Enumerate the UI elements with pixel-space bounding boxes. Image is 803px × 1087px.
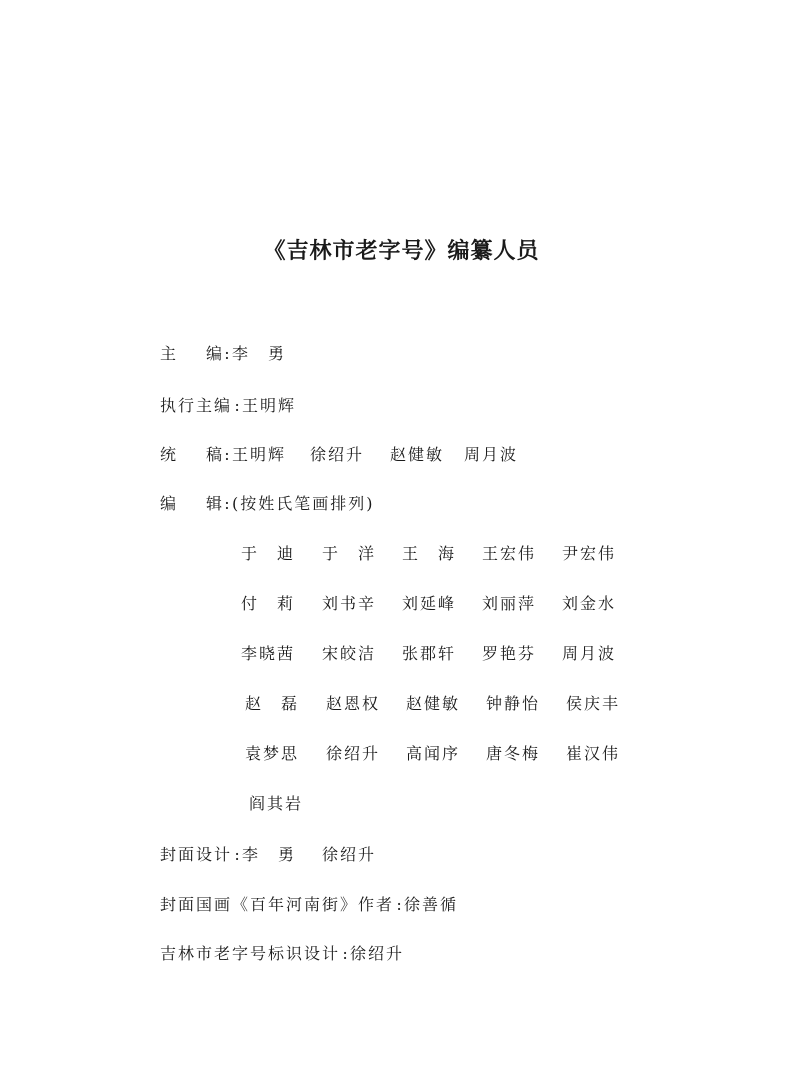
editor-name: 阎其岩 xyxy=(249,794,304,813)
editor-name: 赵恩权 xyxy=(326,694,381,713)
final-editing-label xyxy=(160,445,222,465)
page-title: 《吉林市老字号》编纂人员 xyxy=(263,239,540,264)
editor-name: 刘书辛 xyxy=(322,594,377,613)
editor-name: 王 海 xyxy=(402,544,457,563)
editors-sort-note: (按姓氏笔画排列) xyxy=(232,494,375,513)
chief-editor-name: 李 勇 xyxy=(232,344,287,363)
cover-painting-label: 封面国画《百年河南街》作者 xyxy=(160,895,395,914)
colon: : xyxy=(234,845,240,864)
cover-design-name: 李 勇 xyxy=(242,845,297,864)
editor-name: 宋皎洁 xyxy=(322,644,377,663)
label-char: 稿 xyxy=(205,445,222,464)
editor-name: 崔汉伟 xyxy=(566,744,621,763)
editor-name: 赵 磊 xyxy=(245,694,300,713)
label-char: 编 xyxy=(160,494,177,513)
logo-design-name: 徐绍升 xyxy=(350,944,405,963)
final-editing-name: 王明辉 xyxy=(232,445,287,464)
editor-name: 尹宏伟 xyxy=(562,544,617,563)
cover-painting-line xyxy=(160,895,458,915)
editor-name: 李晓茜 xyxy=(241,644,296,663)
label-char: 编 xyxy=(205,344,222,363)
editors-line xyxy=(160,494,375,514)
editors-label xyxy=(160,494,222,514)
colon: : xyxy=(234,396,240,415)
cover-design-name: 徐绍升 xyxy=(322,845,377,864)
colon: : xyxy=(224,494,230,513)
colon: : xyxy=(342,944,348,963)
editor-name: 刘金水 xyxy=(562,594,617,613)
chief-editor-label xyxy=(160,344,222,364)
editor-name: 罗艳芬 xyxy=(482,644,537,663)
label-char: 辑 xyxy=(205,494,222,513)
editor-name: 侯庆丰 xyxy=(566,694,621,713)
editor-name: 高闻序 xyxy=(406,744,461,763)
final-editing-name: 周月波 xyxy=(464,445,519,464)
cover-design-label: 封面设计 xyxy=(160,845,233,864)
editor-name: 王宏伟 xyxy=(482,544,537,563)
executive-editor-label: 执行主编 xyxy=(160,396,233,415)
executive-editor-line xyxy=(160,396,296,416)
colon: : xyxy=(396,895,402,914)
colon: : xyxy=(224,344,230,363)
final-editing-name: 赵健敏 xyxy=(390,445,445,464)
label-char: 统 xyxy=(160,445,177,464)
chief-editor-line xyxy=(160,344,286,364)
colon: : xyxy=(224,445,230,464)
executive-editor-name: 王明辉 xyxy=(242,396,297,415)
final-editing-line xyxy=(160,445,518,465)
editor-name: 刘丽萍 xyxy=(482,594,537,613)
editor-name: 唐冬梅 xyxy=(486,744,541,763)
editor-name: 赵健敏 xyxy=(406,694,461,713)
logo-design-line xyxy=(160,944,404,964)
editor-name: 于 洋 xyxy=(322,544,377,563)
editor-name: 钟静怡 xyxy=(486,694,541,713)
editor-name: 付 莉 xyxy=(241,594,296,613)
logo-design-label: 吉林市老字号标识设计 xyxy=(160,944,341,963)
editor-name: 袁梦思 xyxy=(245,744,300,763)
cover-painting-name: 徐善循 xyxy=(404,895,459,914)
final-editing-name: 徐绍升 xyxy=(310,445,365,464)
editor-name: 徐绍升 xyxy=(326,744,381,763)
editor-name: 刘延峰 xyxy=(402,594,457,613)
editor-name: 于 迪 xyxy=(241,544,296,563)
editor-name: 张郡轩 xyxy=(402,644,457,663)
editor-name: 周月波 xyxy=(562,644,617,663)
cover-design-line xyxy=(160,845,376,865)
label-char: 主 xyxy=(160,344,177,363)
